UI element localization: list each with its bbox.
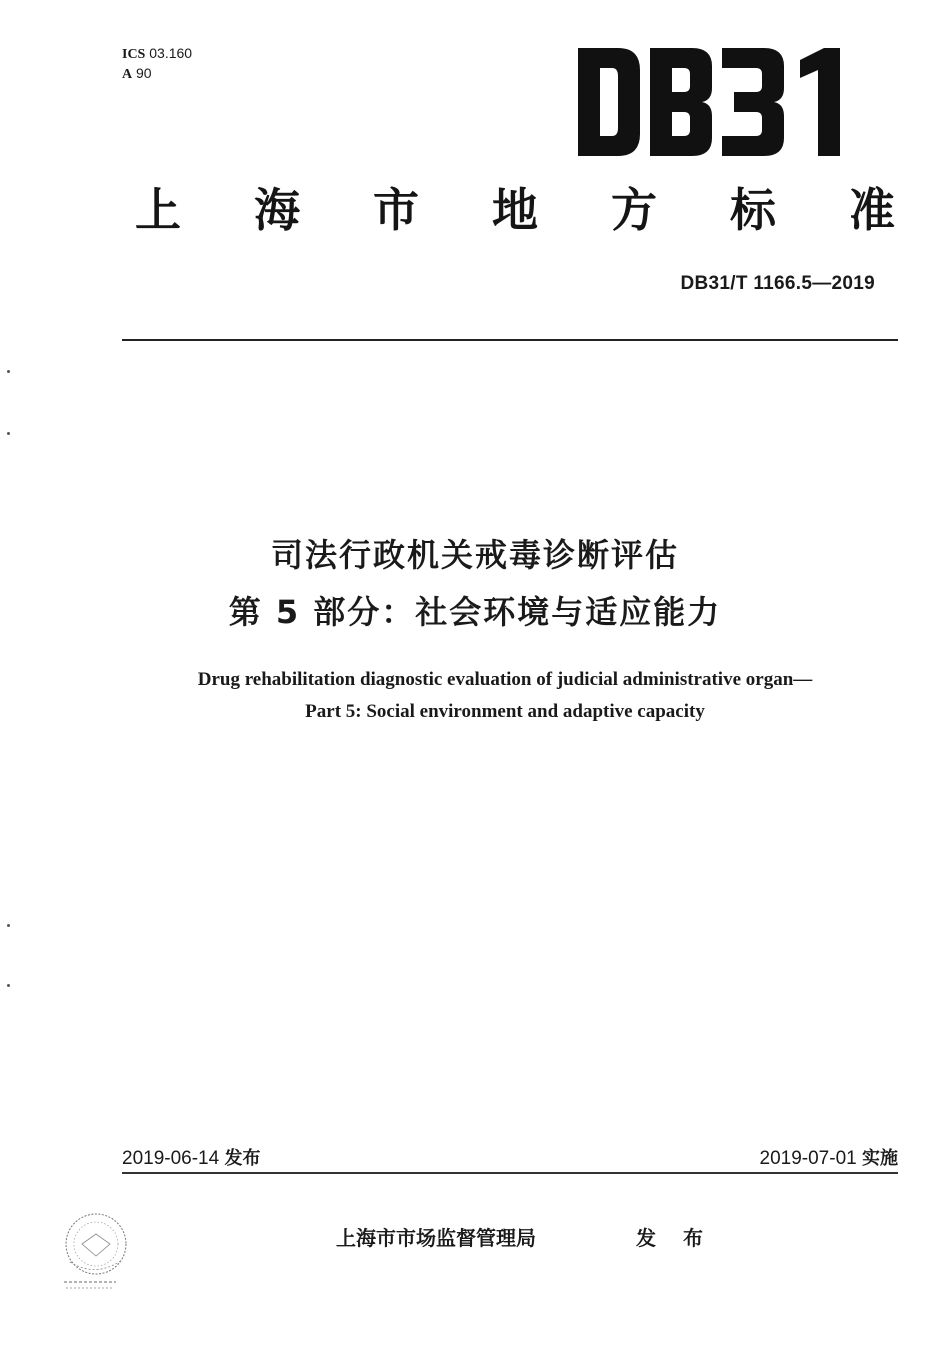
- ics-line: ICS 03.160: [122, 45, 193, 62]
- heading-char: 海: [254, 183, 300, 237]
- publish-word: 发 布: [636, 1226, 713, 1250]
- title-cn-line2: 第 5 部分：社会环境与适应能力: [228, 593, 722, 631]
- title-en-line1: Drug rehabilitation diagnostic evaluation of judicial administrative organ—: [197, 669, 813, 690]
- heading-char: 市: [373, 183, 419, 237]
- db31-logo: [578, 48, 850, 156]
- header-divider: [122, 339, 898, 341]
- effective-date: 2019-07-01: [759, 1148, 857, 1169]
- margin-mark: [7, 924, 10, 927]
- publisher-name: 上海市市场监督管理局: [336, 1226, 536, 1250]
- ics-classification: [122, 44, 192, 84]
- effective-label: 实施: [862, 1148, 898, 1169]
- standard-number: DB31/T 1166.5—2019: [680, 273, 875, 294]
- heading-char: 地: [492, 183, 538, 237]
- issue-date-block: [122, 1144, 260, 1170]
- margin-mark: [7, 370, 10, 373]
- margin-mark: [7, 432, 10, 435]
- effective-date-block: [760, 1144, 898, 1170]
- issue-date: 2019-06-14: [122, 1148, 220, 1169]
- margin-mark: [7, 984, 10, 987]
- heading-char: 准: [849, 183, 895, 237]
- title-en-line2: Part 5: Social environment and adaptive capacity: [305, 701, 705, 722]
- heading-char: 方: [611, 183, 657, 237]
- heading-char: 上: [135, 183, 181, 237]
- issue-label: 发布: [224, 1148, 261, 1169]
- classification-line: A 90: [122, 65, 152, 82]
- title-cn-line1: 司法行政机关戒毒诊断评估: [270, 536, 679, 574]
- seal-stamp-icon: [56, 1204, 138, 1294]
- standard-type-heading: [135, 180, 895, 240]
- heading-char: 标: [730, 183, 776, 237]
- footer-divider: [122, 1172, 898, 1174]
